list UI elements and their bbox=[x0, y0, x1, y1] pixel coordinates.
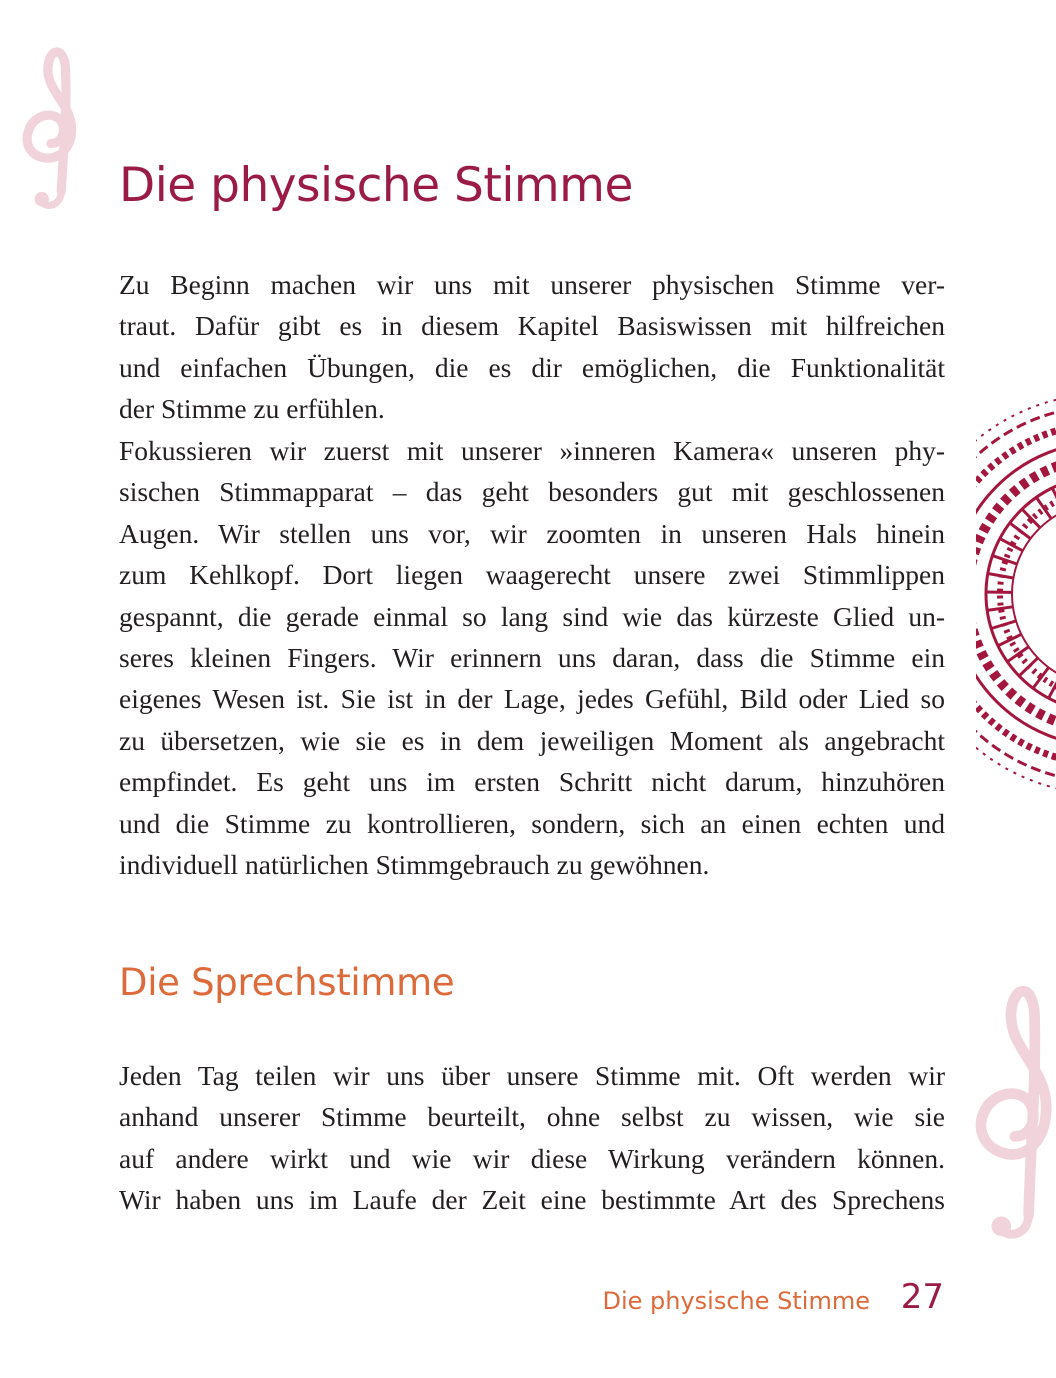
page-title: Die physische Stimme bbox=[119, 158, 633, 213]
text-line: sischen Stimmapparat – das geht besonders gut mit geschlossenen bbox=[119, 476, 945, 508]
text-line: der Stimme zu erfühlen. bbox=[119, 393, 385, 425]
text-line: anhand unserer Stimme beurteilt, ohne selbst zu wissen, wie sie bbox=[119, 1101, 945, 1133]
text-line: traut. Dafür gibt es in diesem Kapitel Basiswissen mit hilfreichen bbox=[119, 310, 945, 342]
text-line: Fokussieren wir zuerst mit unserer »inneren Kamera« unseren phy- bbox=[119, 435, 945, 466]
treble-clef-icon bbox=[968, 966, 1056, 1248]
mandala-ornament bbox=[976, 388, 1056, 800]
text-line: Wir haben uns im Laufe der Zeit eine bestimmte Art des Sprechens bbox=[119, 1184, 945, 1216]
text-line: auf andere wirkt und wie wir diese Wirkung verändern können. bbox=[119, 1142, 945, 1174]
text-line: zu übersetzen, wie sie es in dem jeweiligen Moment als angebracht bbox=[119, 724, 945, 756]
text-line: individuell natürlichen Stimmgebrauch zu gewöhnen. bbox=[119, 848, 710, 880]
running-footer-title: Die physische Stimme bbox=[602, 1287, 870, 1315]
paragraph-intro bbox=[119, 264, 945, 430]
text-line: empfindet. Es geht uns im ersten Schritt nicht darum, hinzuhören bbox=[119, 766, 945, 798]
paragraph-inner-camera bbox=[119, 430, 945, 885]
text-line: Augen. Wir stellen uns vor, wir zoomten in unseren Hals hinein bbox=[119, 517, 945, 549]
page-number: 27 bbox=[900, 1277, 944, 1317]
text-line: und die Stimme zu kontrollieren, sondern, sich an einen echten und bbox=[119, 807, 945, 839]
paragraph-speaking-voice bbox=[119, 1055, 945, 1221]
text-line: seres kleinen Fingers. Wir erinnern uns daran, dass die Stimme ein bbox=[119, 641, 945, 673]
text-line: und einfachen Übungen, die es dir emöglichen, die Funktionalität bbox=[119, 351, 945, 383]
text-line: eigenes Wesen ist. Sie ist in der Lage, jedes Gefühl, Bild oder Lied so bbox=[119, 683, 945, 715]
text-line: gespannt, die gerade einmal so lang sind wie das kürzeste Glied un- bbox=[119, 600, 945, 632]
text-line: Jeden Tag teilen wir uns über unsere Stimme mit. Oft werden wir bbox=[119, 1060, 945, 1091]
treble-clef-icon bbox=[14, 36, 86, 212]
section-heading: Die Sprechstimme bbox=[119, 961, 455, 1004]
text-line: Zu Beginn machen wir uns mit unserer physischen Stimme ver- bbox=[119, 269, 945, 300]
text-line: zum Kehlkopf. Dort liegen waagerecht unsere zwei Stimmlippen bbox=[119, 559, 945, 591]
